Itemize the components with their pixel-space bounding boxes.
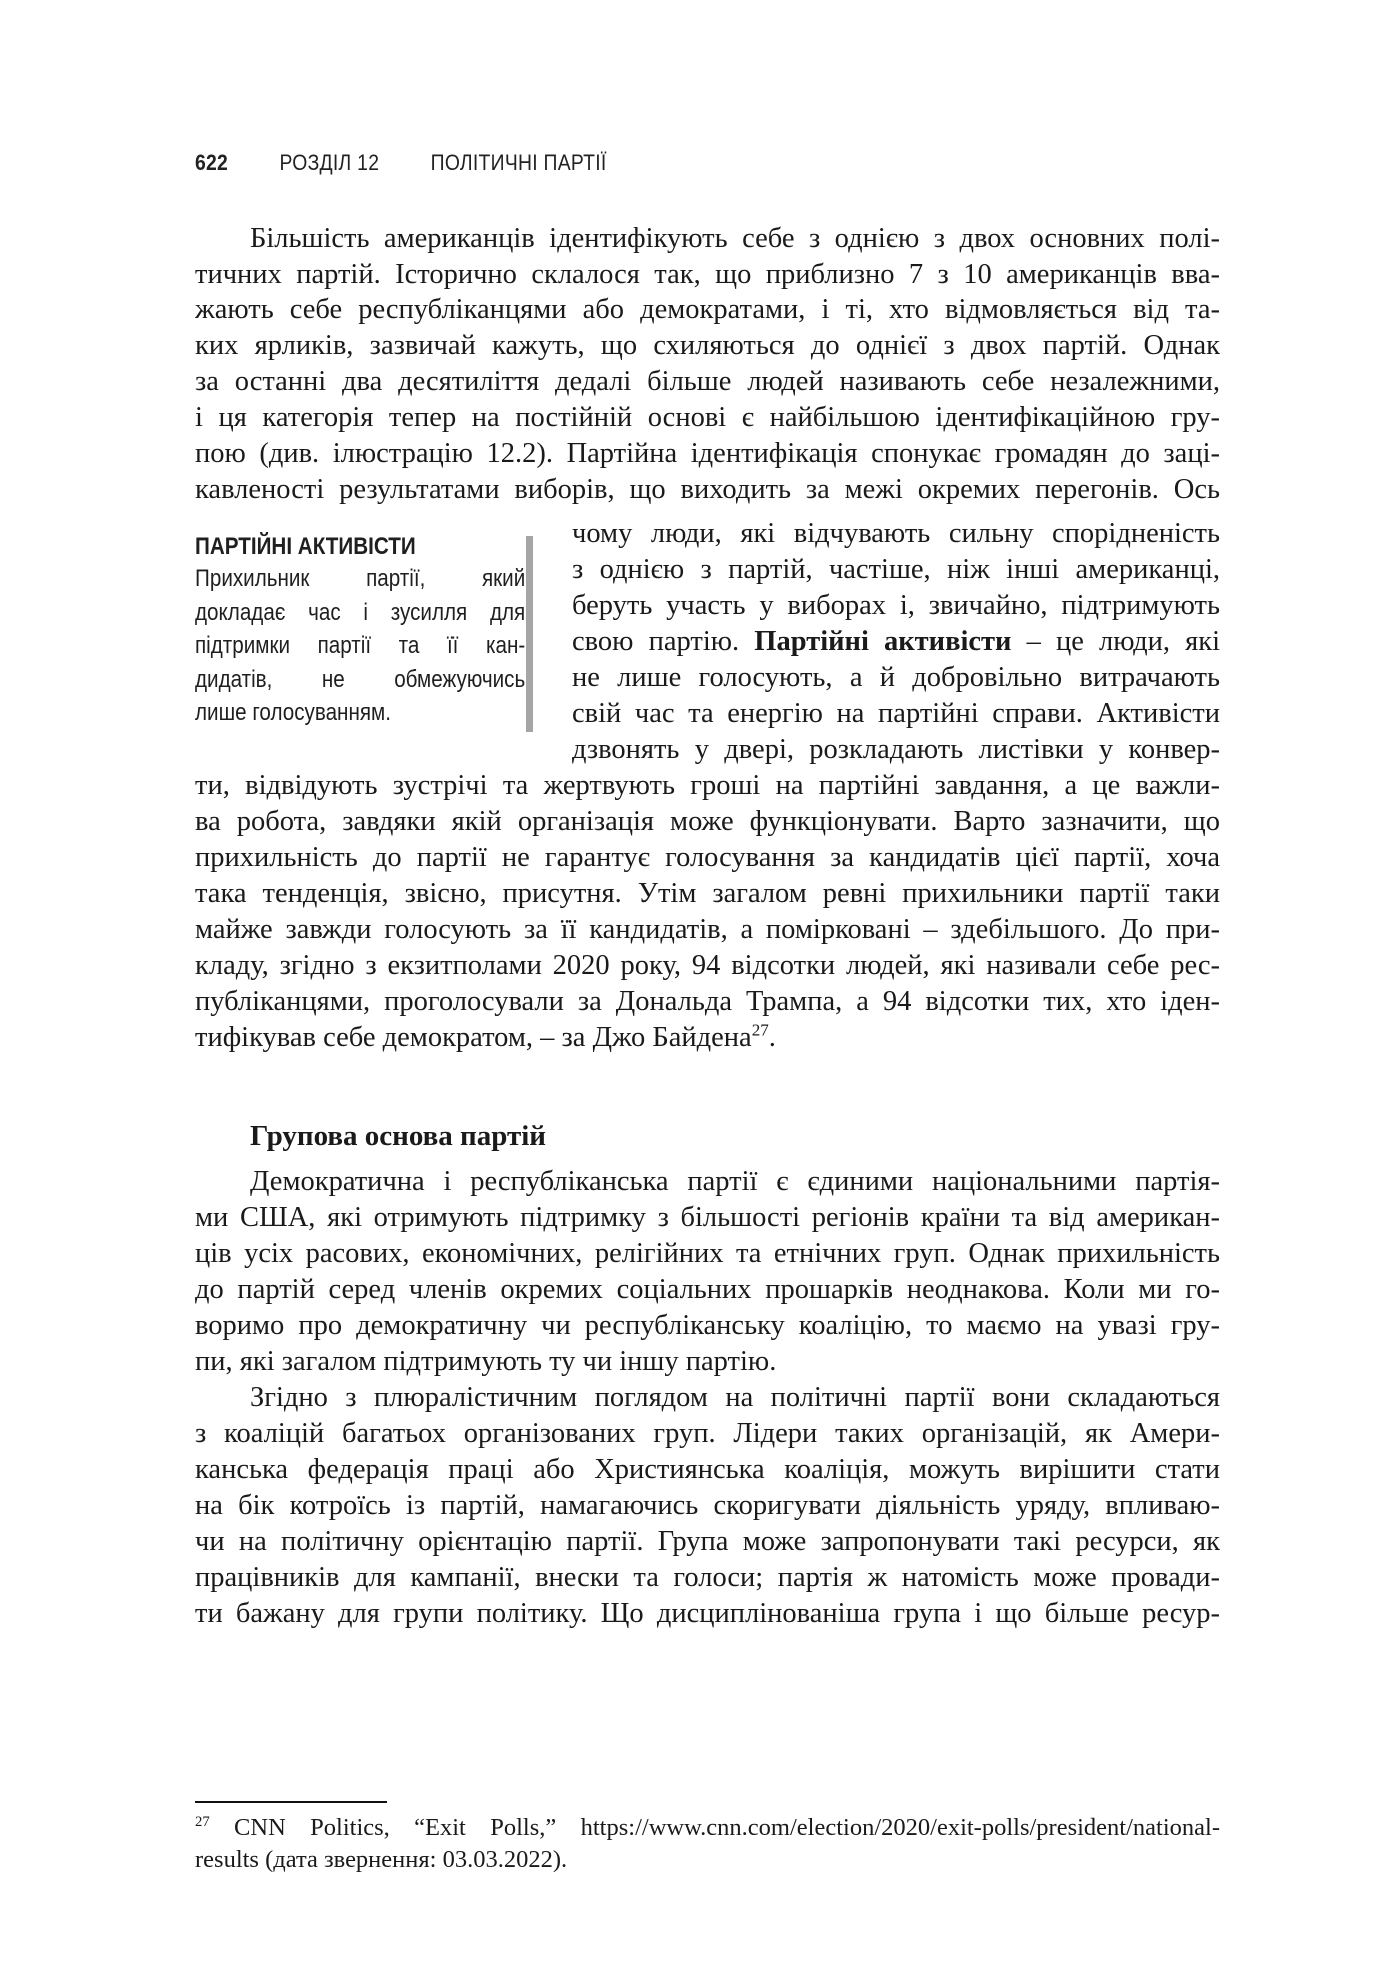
glossary-definition-line: Прихильник партії, який [195,565,526,592]
body-line: свій час та енергію на партійні справи. Активісти [572,698,1220,729]
chapter-label: РОЗДІЛ 12 [279,150,380,175]
body-text: – це люди, які [1011,626,1220,657]
footnote-line: results (дата звернення: 03.03.2022). [195,1846,568,1873]
footnote-rule [195,1801,387,1803]
body-line: кавленості результатами виборів, що виходить за межі окремих перегонів. Ось [195,474,1220,505]
body-line: чи на політичну орієнтацію партії. Група може запропонувати такі ресурси, як [195,1526,1220,1557]
body-line: жають себе республіканцями або демократами, і ті, хто відмовляється від та- [195,294,1220,325]
body-line: прихильність до партії не гарантує голосування за кандидатів цієї партії, хоча [195,842,1220,873]
margin-glossary-note [195,532,525,730]
body-line: Демократична і республіканська партії є єдиними національними партія- [250,1166,1220,1197]
body-line: така тенденція, звісно, присутня. Утім загалом ревні прихильники партії таки [195,878,1220,909]
footnote-number: 27 [195,1813,210,1830]
body-text: тифікував себе демократом, – за Джо Байдена [195,1022,752,1053]
body-line: ти, відвідують зустрічі та жертвують гроші на партійні завдання, а це важли- [195,770,1220,801]
body-line: з коаліцій багатьох організованих груп. Лідери таких організацій, як Амери- [195,1418,1220,1449]
glossary-definition-line: дидатів, не обмежуючись [195,665,526,693]
body-line [572,624,1220,660]
body-line: працівників для кампанії, внески та голоси; партія ж натомість може провади- [195,1562,1220,1593]
body-text: . [768,1022,776,1053]
body-line: беруть участь у виборах і, звичайно, підтримують [572,590,1220,621]
body-line: ців усіх расових, економічних, релігійних та етнічних груп. Однак прихильність [195,1238,1220,1269]
chapter-title: ПОЛІТИЧНІ ПАРТІЇ [430,150,607,175]
body-line: до партій серед членів окремих соціальних прошарків неоднакова. Коли ми го- [195,1274,1220,1305]
body-line: канська федерація праці або Християнська коаліція, можуть вирішити стати [195,1454,1220,1485]
body-line: пи, які загалом підтримують ту чи іншу партію. [195,1346,777,1377]
glossary-term: ПАРТІЙНІ АКТИВІСТИ [195,533,416,560]
body-line: дзвонять у двері, розкладають листівки у конвер- [572,734,1220,765]
body-line: кладу, згідно з екзитполами 2020 року, 94 відсотки людей, які називали себе рес- [195,950,1220,981]
footnote-ref: 27 [751,1020,769,1040]
body-line [195,1020,1220,1056]
section-heading: Групова основа партій [250,1120,547,1152]
body-line: Згідно з плюралістичним поглядом на політичні партії вони складаються [250,1382,1220,1413]
body-line: ких ярликів, зазвичай кажуть, що схиляються до однієї з двох партій. Однак [195,330,1220,361]
body-line: пою (див. ілюстрацію 12.2). Партійна ідентифікація спонукає громадян до заці- [195,438,1220,469]
body-line: майже завжди голосують за її кандидатів, а помірковані – здебільшого. До при- [195,914,1220,945]
glossary-definition-line: докладає час і зусилля для [195,598,526,626]
glossary-definition-line: підтримки партії та її кан- [195,632,526,659]
body-line: з однією з партій, частіше, ніж інші американці, [572,554,1220,585]
body-text: свою партію. [572,626,740,657]
footnote-text: CNN Politics, “Exit Polls,” https://www.cnn.com/election/2020/exit-polls/president/national- [209,1814,1220,1841]
margin-note-bar [526,536,533,732]
body-line: воримо про демократичну чи республіканську коаліцію, то маємо на увазі гру- [195,1310,1220,1341]
body-line: не лише голосують, а й добровільно витрачають [572,662,1220,693]
body-line: чому люди, які відчувають сильну спорідненість [572,518,1220,549]
glossary-definition-line: лише голосуванням. [195,699,391,726]
body-line: тичних партій. Історично склалося так, що приблизно 7 з 10 американців вва- [195,259,1220,290]
body-line: за останні два десятиліття дедалі більше людей називають себе незалежними, [195,366,1220,397]
body-line: Більшість американців ідентифікують себе з однією з двох основних полі- [250,223,1220,254]
body-line: ти бажану для групи політику. Що дисциплінованіша група і що більше ресур- [195,1598,1220,1629]
running-head [195,150,607,176]
body-line: і ця категорія тепер на постійній основі є найбільшою ідентифікаційною гру- [195,402,1220,433]
footnote-line [195,1812,1220,1844]
body-line: ва робота, завдяки якій організація може функціонувати. Варто зазначити, що [195,806,1220,837]
body-line: на бік котроїсь із партій, намагаючись скоригувати діяльність уряду, впливаю- [195,1490,1220,1521]
body-line: публіканцями, проголосували за Дональда Трампа, а 94 відсотки тих, хто іден- [195,986,1220,1017]
bold-term: Партійні активісти [754,626,1012,657]
page-number: 622 [195,150,229,175]
body-line: ми США, які отримують підтримку з більшості регіонів країни та від американ- [195,1202,1220,1233]
